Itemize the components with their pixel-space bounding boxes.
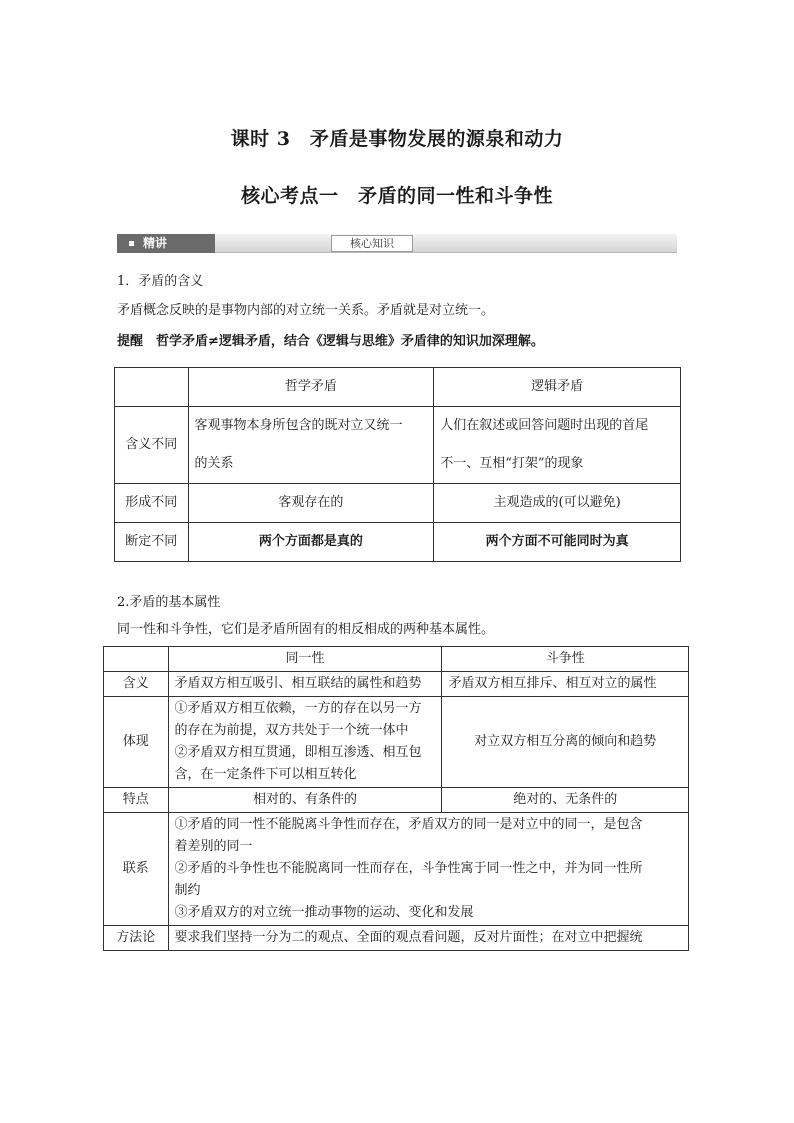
cell-line: 着差别的同一 bbox=[174, 839, 253, 854]
table-row bbox=[115, 484, 681, 523]
table-cell: 相对的、有条件的 bbox=[168, 788, 442, 813]
table-cell: 两个方面都是真的 bbox=[188, 523, 434, 562]
table-header-row bbox=[115, 368, 681, 407]
part1-tip: 提醒 哲学矛盾≠逻辑矛盾，结合《逻辑与思维》矛盾律的知识加深理解。 bbox=[117, 334, 544, 349]
banner-tag-core-knowledge: 核心知识 bbox=[331, 235, 413, 252]
square-bullet-icon bbox=[129, 241, 134, 246]
row-label: 联系 bbox=[104, 813, 169, 926]
lesson-title: 课时 3 矛盾是事物发展的源泉和动力 bbox=[230, 128, 564, 150]
cell-line: 不一、互相“打架”的现象 bbox=[440, 456, 584, 471]
table-header-cell: 逻辑矛盾 bbox=[434, 368, 681, 407]
table-cell bbox=[188, 407, 434, 484]
table-cell: 矛盾双方相互排斥、相互对立的属性 bbox=[442, 672, 689, 697]
cell-line: ②矛盾的斗争性也不能脱离同一性而存在，斗争性寓于同一性之中，并为同一性所 bbox=[174, 861, 643, 876]
table-cell: 矛盾双方相互吸引、相互联结的属性和趋势 bbox=[168, 672, 442, 697]
table-header-cell: 同一性 bbox=[168, 647, 442, 672]
table-header-cell: 哲学矛盾 bbox=[188, 368, 434, 407]
cell-line: 人们在叙述或回答问题时出现的首尾 bbox=[440, 418, 649, 433]
table-cell bbox=[168, 697, 442, 788]
part1-heading: 1．矛盾的含义 bbox=[117, 274, 204, 289]
table-row bbox=[115, 523, 681, 562]
part2-text: 同一性和斗争性，它们是矛盾所固有的相反相成的两种基本属性。 bbox=[117, 622, 495, 637]
table-cell: 绝对的、无条件的 bbox=[442, 788, 689, 813]
cell-line: ①矛盾双方相互依赖，一方的存在以另一方 bbox=[174, 701, 422, 716]
row-label: 断定不同 bbox=[115, 523, 189, 562]
part2-heading: 2.矛盾的基本属性 bbox=[117, 595, 221, 610]
banner-tag-lecture bbox=[117, 234, 215, 253]
row-label: 含义不同 bbox=[115, 407, 189, 484]
cell-line: ①矛盾的同一性不能脱离斗争性而存在，矛盾双方的同一是对立中的同一，是包含 bbox=[174, 817, 643, 832]
cell-line: 的关系 bbox=[194, 456, 234, 471]
table-row bbox=[104, 697, 689, 788]
cell-line: ②矛盾双方相互贯通，即相互渗透、相互包 bbox=[174, 745, 422, 760]
basic-attributes-table bbox=[103, 646, 689, 951]
table-header-cell bbox=[115, 368, 189, 407]
cell-line: 含，在一定条件下可以相互转化 bbox=[174, 767, 357, 782]
section-banner bbox=[117, 234, 677, 253]
section-title: 核心考点一 矛盾的同一性和斗争性 bbox=[240, 185, 553, 207]
table-cell: 两个方面不可能同时为真 bbox=[434, 523, 681, 562]
row-label: 方法论 bbox=[104, 926, 169, 951]
table-cell bbox=[168, 813, 689, 926]
table-cell: 要求我们坚持一分为二的观点、全面的观点看问题，反对片面性；在对立中把握统 bbox=[168, 926, 689, 951]
row-label: 形成不同 bbox=[115, 484, 189, 523]
table-row bbox=[104, 926, 689, 951]
table-cell: 客观存在的 bbox=[188, 484, 434, 523]
cell-line: 客观事物本身所包含的既对立又统一 bbox=[194, 418, 403, 433]
table-cell: 主观造成的(可以避免) bbox=[434, 484, 681, 523]
part1-text: 矛盾概念反映的是事物内部的对立统一关系。矛盾就是对立统一。 bbox=[117, 303, 495, 318]
table-header-cell bbox=[104, 647, 169, 672]
table-header-row bbox=[104, 647, 689, 672]
table-cell: 对立双方相互分离的倾向和趋势 bbox=[442, 697, 689, 788]
contradiction-comparison-table bbox=[114, 367, 681, 562]
table-row bbox=[104, 672, 689, 697]
table-cell bbox=[434, 407, 681, 484]
table-header-cell: 斗争性 bbox=[442, 647, 689, 672]
row-label: 含义 bbox=[104, 672, 169, 697]
table-row bbox=[115, 407, 681, 484]
cell-line: ③矛盾双方的对立统一推动事物的运动、变化和发展 bbox=[174, 905, 474, 920]
table-row bbox=[104, 813, 689, 926]
banner-tag-lecture-label: 精讲 bbox=[143, 236, 168, 250]
cell-line: 的存在为前提，双方共处于一个统一体中 bbox=[174, 723, 409, 738]
table-row bbox=[104, 788, 689, 813]
cell-line: 制约 bbox=[174, 883, 201, 898]
row-label: 特点 bbox=[104, 788, 169, 813]
row-label: 体现 bbox=[104, 697, 169, 788]
